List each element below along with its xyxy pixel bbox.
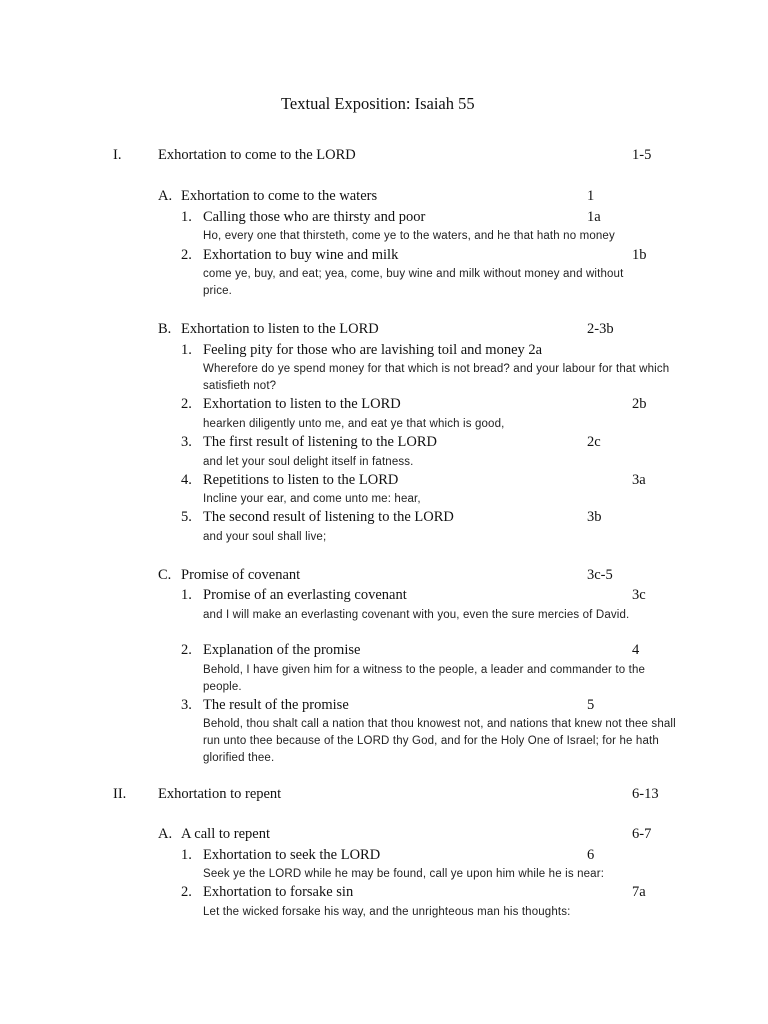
item-number: 2. — [181, 396, 192, 412]
item-heading: Exhortation to seek the LORD — [203, 847, 381, 863]
item-ref: 4 — [632, 642, 640, 658]
item-heading: Repetitions to listen to the LORD — [203, 472, 399, 488]
item-ref: 3b — [587, 509, 602, 525]
item-ref: 1a — [587, 209, 601, 225]
verse-text: Ho, every one that thirsteth, come ye to the waters, and he that hath no money — [203, 230, 615, 242]
item-number: 2. — [181, 642, 192, 658]
verse-text: Incline your ear, and come unto me: hear, — [203, 493, 421, 505]
section-heading: Exhortation to come to the LORD — [158, 147, 356, 163]
verse-text: come ye, buy, and eat; yea, come, buy wine and milk without money and without price. — [203, 268, 624, 297]
subsection-ref: 1 — [587, 188, 595, 204]
item-heading: Feeling pity for those who are lavishing toil and money 2a — [203, 342, 543, 358]
page-title: Textual Exposition: Isaiah 55 — [281, 94, 475, 113]
item-ref: 3a — [632, 472, 646, 488]
verse-text: Behold, I have given him for a witness to the people, a leader and commander to the people. — [203, 664, 646, 693]
item-number: 1. — [181, 209, 192, 225]
item-ref: 3c — [632, 587, 646, 603]
item-ref: 2c — [587, 434, 601, 450]
subsection-ref: 6-7 — [632, 826, 652, 842]
subsection-ref: 2-3b — [587, 321, 614, 337]
item-heading: Exhortation to forsake sin — [203, 884, 354, 900]
item-ref: 7a — [632, 884, 646, 900]
item-number: 3. — [181, 697, 192, 713]
item-heading: The result of the promise — [203, 697, 349, 713]
subsection-letter: A. — [158, 826, 173, 842]
item-number: 3. — [181, 434, 192, 450]
subsection-letter: C. — [158, 567, 172, 583]
item-heading: Exhortation to listen to the LORD — [203, 396, 401, 412]
subsection-ref: 3c-5 — [587, 567, 613, 583]
item-heading: Explanation of the promise — [203, 642, 361, 658]
verse-text: hearken diligently unto me, and eat ye that which is good, — [203, 418, 505, 430]
item-ref: 5 — [587, 697, 595, 713]
verse-text: Seek ye the LORD while he may be found, call ye upon him while he is near: — [203, 868, 605, 880]
section-numeral: II. — [113, 786, 127, 802]
subsection-heading: Promise of covenant — [181, 567, 301, 583]
item-ref: 6 — [587, 847, 595, 863]
subsection-letter: B. — [158, 321, 172, 337]
item-ref: 2b — [632, 396, 647, 412]
item-number: 1. — [181, 587, 192, 603]
section-ref: 6-13 — [632, 786, 659, 802]
item-heading: The second result of listening to the LORD — [203, 509, 454, 525]
section-heading: Exhortation to repent — [158, 786, 282, 802]
verse-text: Behold, thou shalt call a nation that thou knowest not, and nations that knew not thee shall run unto thee because of the LORD thy God, and for the Holy One of Israel; for he hath glorified thee. — [203, 718, 676, 764]
item-heading: The first result of listening to the LORD — [203, 434, 437, 450]
verse-text: and let your soul delight itself in fatness. — [203, 456, 414, 468]
item-number: 1. — [181, 342, 192, 358]
item-number: 2. — [181, 247, 192, 263]
verse-text: Wherefore do ye spend money for that which is not bread? and your labour for that which satisfieth not? — [203, 363, 670, 392]
verse-text: and your soul shall live; — [203, 531, 327, 543]
item-heading: Exhortation to buy wine and milk — [203, 247, 399, 263]
item-heading: Promise of an everlasting covenant — [203, 587, 407, 603]
item-number: 2. — [181, 884, 192, 900]
item-heading: Calling those who are thirsty and poor — [203, 209, 426, 225]
verse-text: and I will make an everlasting covenant with you, even the sure mercies of David. — [203, 609, 630, 621]
item-number: 4. — [181, 472, 192, 488]
subsection-heading: A call to repent — [181, 826, 270, 842]
item-number: 1. — [181, 847, 192, 863]
item-ref: 1b — [632, 247, 647, 263]
verse-text: Let the wicked forsake his way, and the unrighteous man his thoughts: — [203, 906, 571, 918]
subsection-heading: Exhortation to come to the waters — [181, 188, 378, 204]
subsection-letter: A. — [158, 188, 173, 204]
item-number: 5. — [181, 509, 192, 525]
section-numeral: I. — [113, 147, 122, 163]
section-ref: 1-5 — [632, 147, 652, 163]
subsection-heading: Exhortation to listen to the LORD — [181, 321, 379, 337]
